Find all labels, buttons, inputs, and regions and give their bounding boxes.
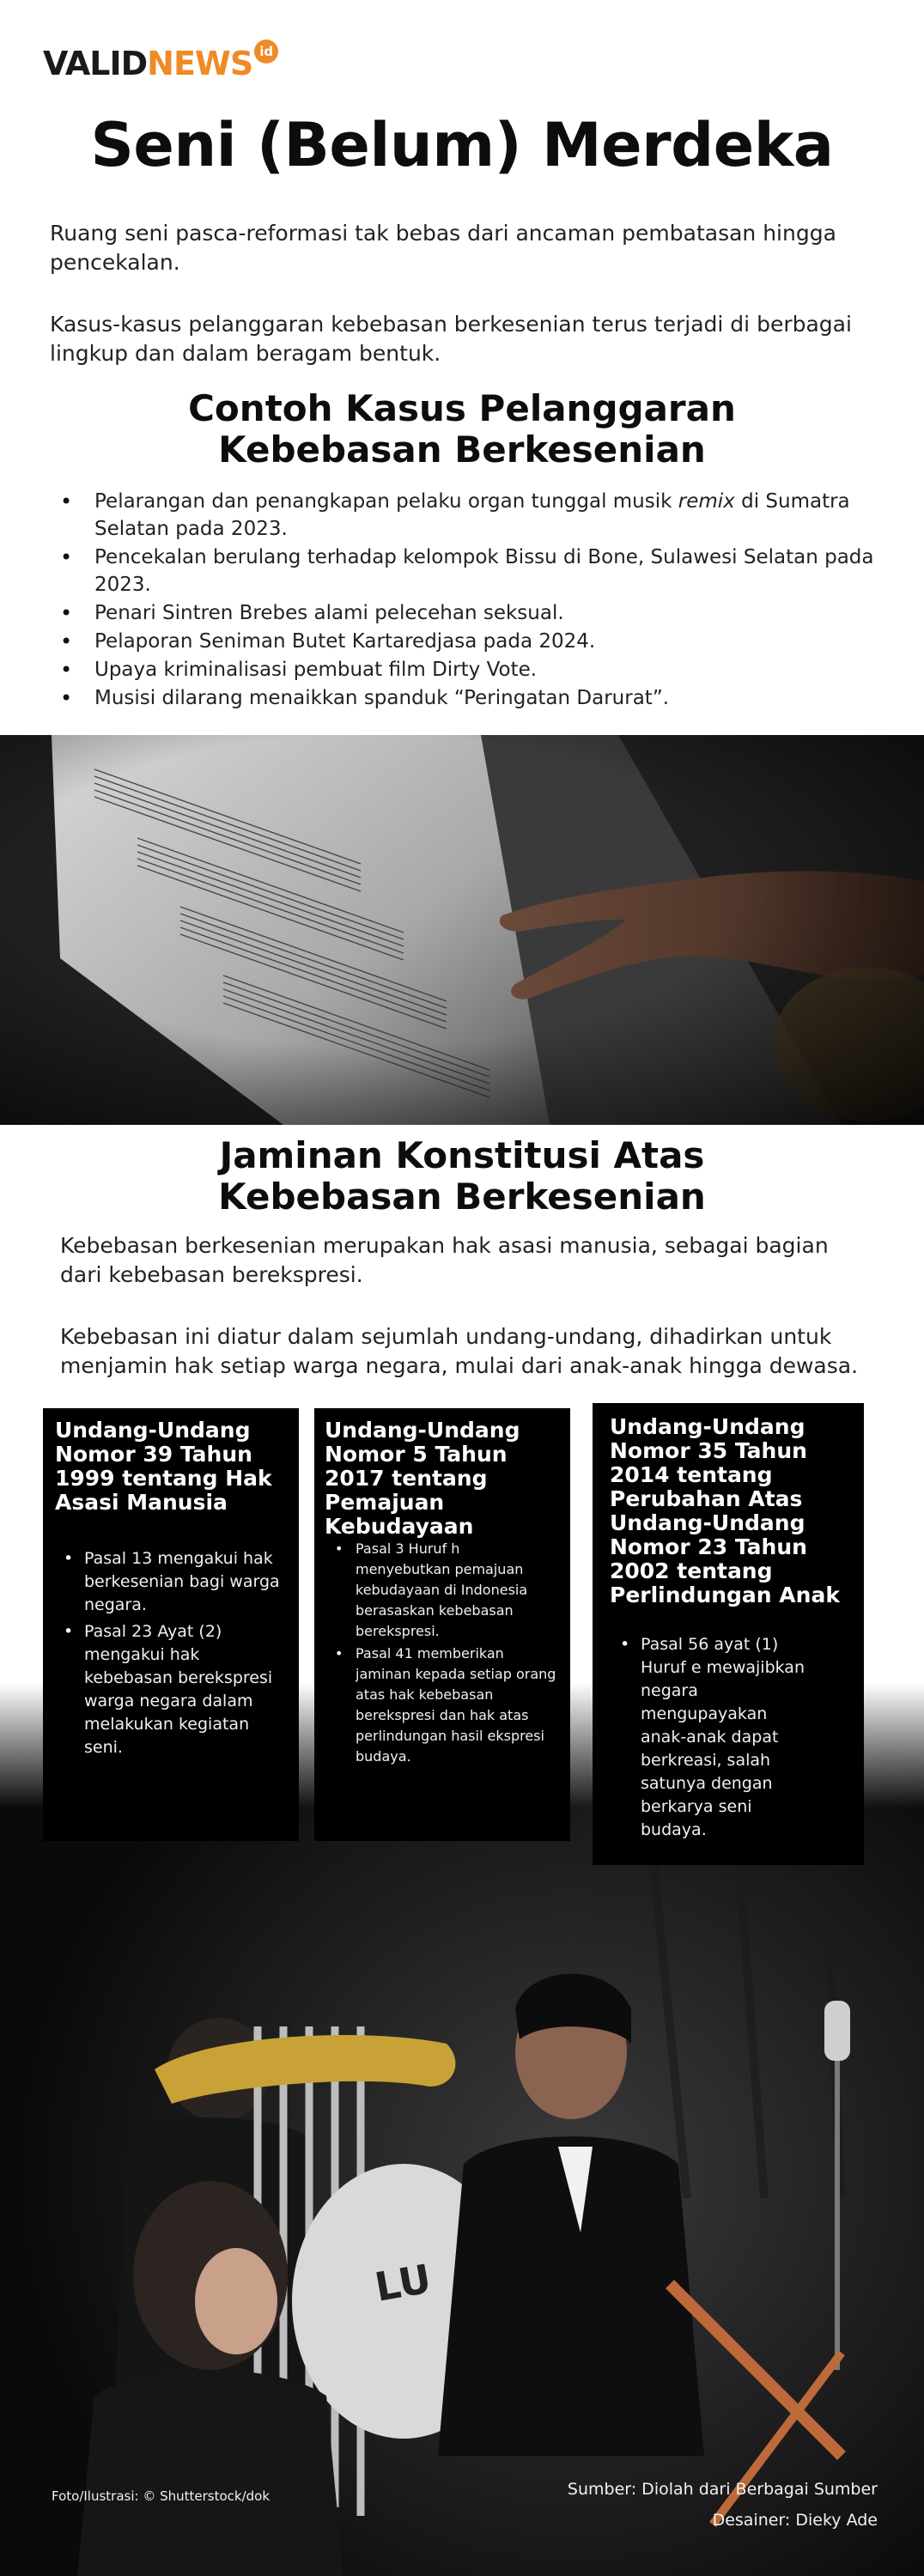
law-card-item: • Pasal 41 memberikan jaminan kepada setiap orang atas hak kebebasan berekspresi dan hak atas perlindungan hasil ekspresi budaya. (326, 1643, 558, 1767)
constitution-paragraph-2: Kebebasan ini diatur dalam sejumlah undang-undang, dihadirkan untuk menjamin hak setiap warga negara, mulai dari anak-anak hingga dewasa. (60, 1324, 859, 1378)
validnews-logo[interactable] (43, 38, 278, 82)
law-card-title: Undang-Undang Nomor 35 Tahun 2014 tentang Perubahan Atas Undang-Undang Nomor 23 Tahun 2002 tentang Perlindungan Anak (610, 1414, 840, 1607)
cases-list (60, 488, 876, 713)
case-item-text: Musisi dilarang menaikkan spanduk “Peringatan Darurat”. (94, 687, 670, 709)
photo-credit: Foto/Ilustrasi: © Shutterstock/dok (52, 2488, 271, 2504)
case-item (60, 684, 876, 712)
law-card-item: • Pasal 13 mengakui hak berkesenian bagi warga negara. (55, 1547, 287, 1617)
case-item (60, 488, 876, 543)
sheet-music-photo (0, 735, 924, 1125)
case-item (60, 544, 876, 598)
law-card-item: • Pasal 23 Ayat (2) mengakui hak kebebasan berekspresi warga negara dalam melakukan kegiatan seni. (55, 1620, 287, 1759)
law-card-1 (43, 1408, 299, 1841)
sheet-music-illustration (0, 735, 924, 1125)
law-card-list (326, 1539, 558, 1767)
case-item-text: Penari Sintren Brebes alami pelecehan seksual. (94, 602, 564, 624)
cases-heading-line-2: Kebebasan Berkesenian (218, 428, 706, 471)
law-card-3 (593, 1403, 864, 1865)
case-item-text-end: di Sumatra Selatan pada 2023. (94, 490, 850, 540)
case-item (60, 599, 876, 627)
law-card-item: • Pasal 56 ayat (1) Huruf e mewajibkan negara mengupayakan anak-anak dapat berkreasi, salah satunya dengan berkarya seni budaya. (611, 1633, 814, 1842)
law-card-list (55, 1547, 287, 1759)
intro-paragraph-1: Ruang seni pasca-reformasi tak bebas dari ancaman pembatasan hingga pencekalan. (50, 221, 836, 275)
case-item-emphasis: remix (678, 490, 735, 513)
constitution-heading-line-1: Jaminan Konstitusi Atas (219, 1134, 705, 1176)
constitution-heading-line-2: Kebebasan Berkesenian (218, 1176, 706, 1218)
case-item-text: Pelarangan dan penangkapan pelaku organ tunggal musik (94, 490, 678, 513)
case-item-text: Pencekalan berulang terhadap kelompok Bissu di Bone, Sulawesi Selatan pada 2023. (94, 546, 874, 596)
law-card-title: Undang-Undang Nomor 39 Tahun 1999 tentang Hak Asasi Manusia (55, 1418, 272, 1515)
source-credit: Sumber: Diolah dari Berbagai Sumber (567, 2480, 878, 2499)
page-title: Seni (Belum) Merdeka (90, 110, 834, 180)
case-item (60, 628, 876, 655)
logo-id-badge: id (254, 39, 278, 64)
logo-valid-text: VALID (43, 45, 148, 82)
intro-paragraph-2: Kasus-kasus pelanggaran kebebasan berkesenian terus terjadi di berbagai lingkup dan dalam beragam bentuk. (50, 312, 852, 366)
constitution-paragraph-1: Kebebasan berkesenian merupakan hak asasi manusia, sebagai bagian dari kebebasan berekspresi. (60, 1233, 829, 1287)
law-card-2 (314, 1408, 570, 1841)
logo-news-text: NEWS (147, 45, 253, 82)
case-item (60, 656, 876, 683)
designer-credit: Desainer: Dieky Ade (712, 2511, 878, 2530)
constitution-heading (0, 1135, 924, 1218)
law-card-title: Undang-Undang Nomor 5 Tahun 2017 tentang Pemajuan Kebudayaan (325, 1418, 520, 1539)
cases-heading-line-1: Contoh Kasus Pelanggaran (188, 387, 736, 429)
case-item-text: Upaya kriminalisasi pembuat film Dirty Vote. (94, 659, 538, 681)
law-card-item: • Pasal 3 Huruf h menyebutkan pemajuan kebudayaan di Indonesia berasaskan kebebasan berekspresi. (326, 1539, 558, 1642)
cases-heading (0, 388, 924, 471)
case-item-text: Pelaporan Seniman Butet Kartaredjasa pada 2024. (94, 630, 596, 653)
law-card-list (611, 1633, 814, 1842)
